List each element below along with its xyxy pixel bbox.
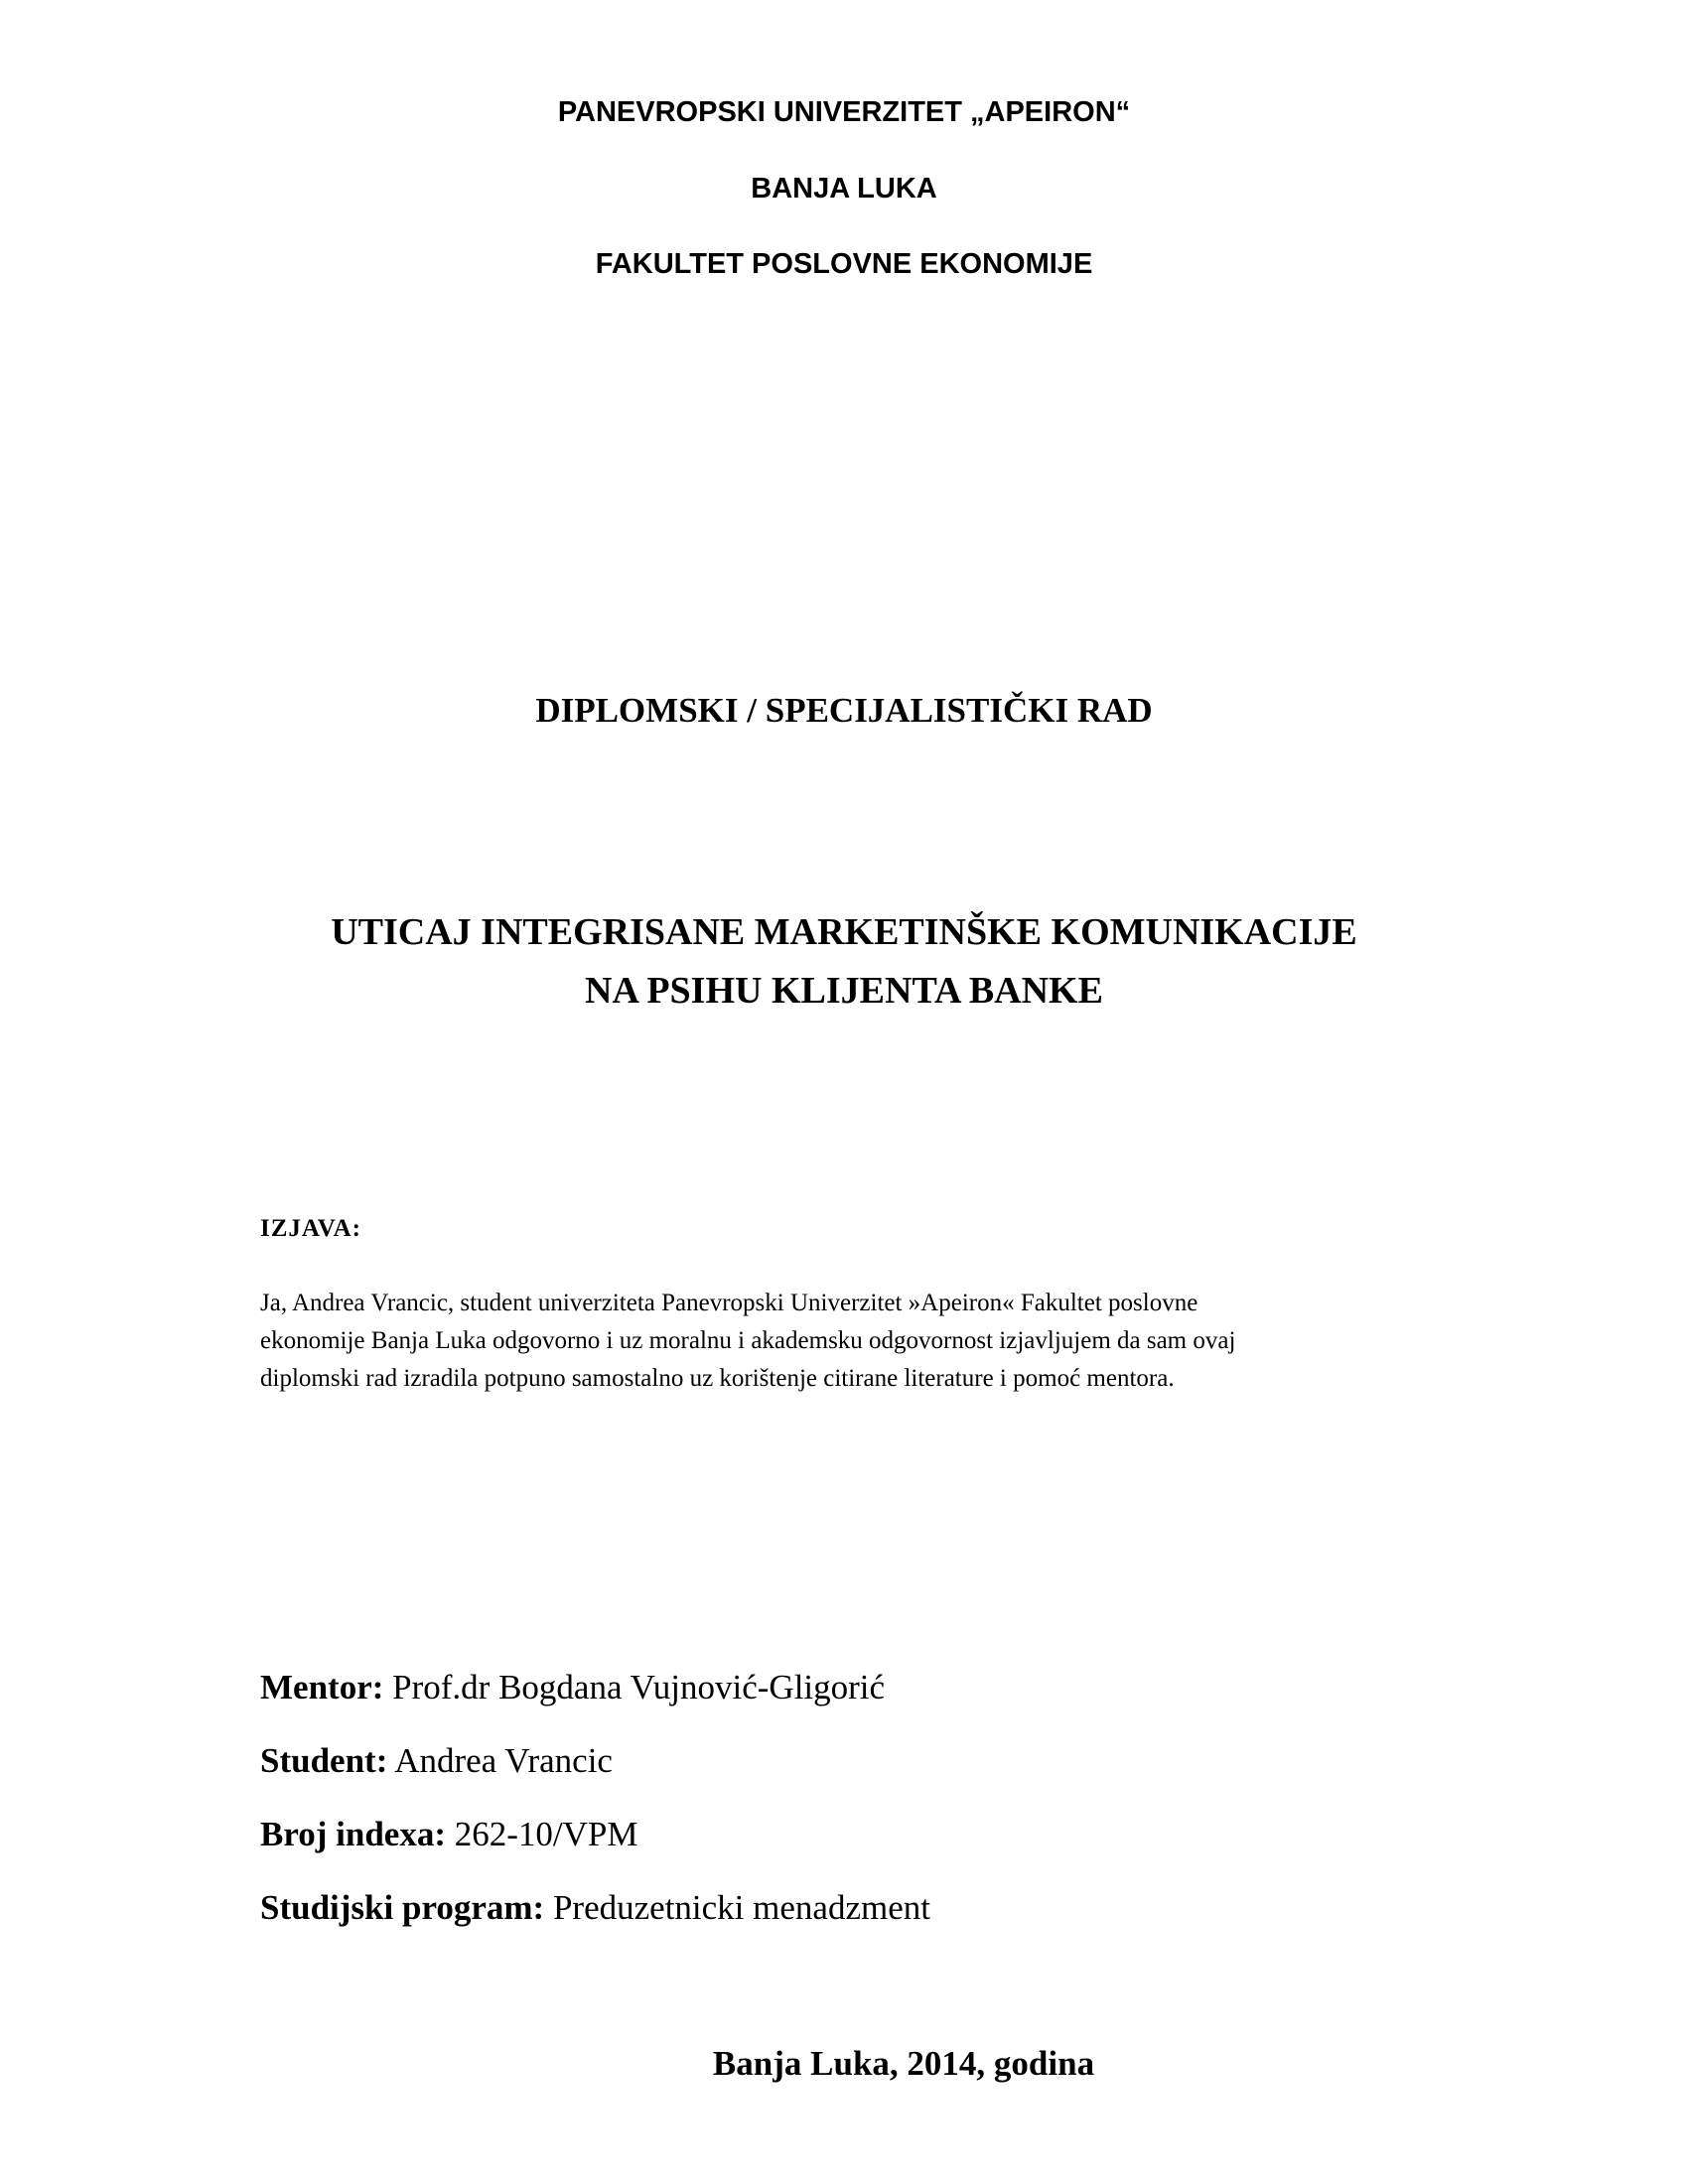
- mentor-row: [260, 1668, 885, 1707]
- thesis-title-line-2: NA PSIHU KLIJENTA BANKE: [585, 970, 1103, 1012]
- index-label: Broj indexa:: [260, 1815, 446, 1853]
- student-label: Student:: [260, 1741, 388, 1780]
- index-value: 262-10/VPM: [446, 1815, 638, 1853]
- student-value: Andrea Vrancic: [387, 1741, 613, 1780]
- thesis-title-line-1: UTICAJ INTEGRISANE MARKETINŠKE KOMUNIKACIJE: [331, 911, 1357, 953]
- declaration-heading: IZJAVA:: [260, 1215, 361, 1242]
- mentor-value: Prof.dr Bogdana Vujnović-Gligorić: [383, 1668, 886, 1706]
- university-city: BANJA LUKA: [751, 173, 937, 205]
- declaration-text-line: Ja, Andrea Vrancic, student univerziteta Panevropski Univerzitet »Apeiron« Fakultet poslovne: [260, 1290, 1198, 1316]
- thesis-type: DIPLOMSKI / SPECIJALISTIČKI RAD: [535, 691, 1153, 730]
- program-label: Studijski program:: [260, 1888, 545, 1927]
- program-value: Preduzetnicki menadzment: [544, 1888, 930, 1927]
- student-row: [260, 1741, 613, 1781]
- declaration-text-line: diplomski rad izradila potpuno samostalno uz korištenje citirane literature i pomoć mentora.: [260, 1365, 1175, 1392]
- faculty-name: FAKULTET POSLOVNE EKONOMIJE: [595, 248, 1093, 280]
- index-row: [260, 1815, 638, 1854]
- place-and-date: Banja Luka, 2014, godina: [712, 2044, 1095, 2083]
- program-row: [260, 1888, 930, 1928]
- mentor-label: Mentor:: [260, 1668, 384, 1706]
- declaration-text-line: ekonomije Banja Luka odgovorno i uz moralnu i akademsku odgovornost izjavljujem da sam ovaj: [260, 1327, 1236, 1354]
- university-name: PANEVROPSKI UNIVERZITET „APEIRON“: [557, 96, 1131, 128]
